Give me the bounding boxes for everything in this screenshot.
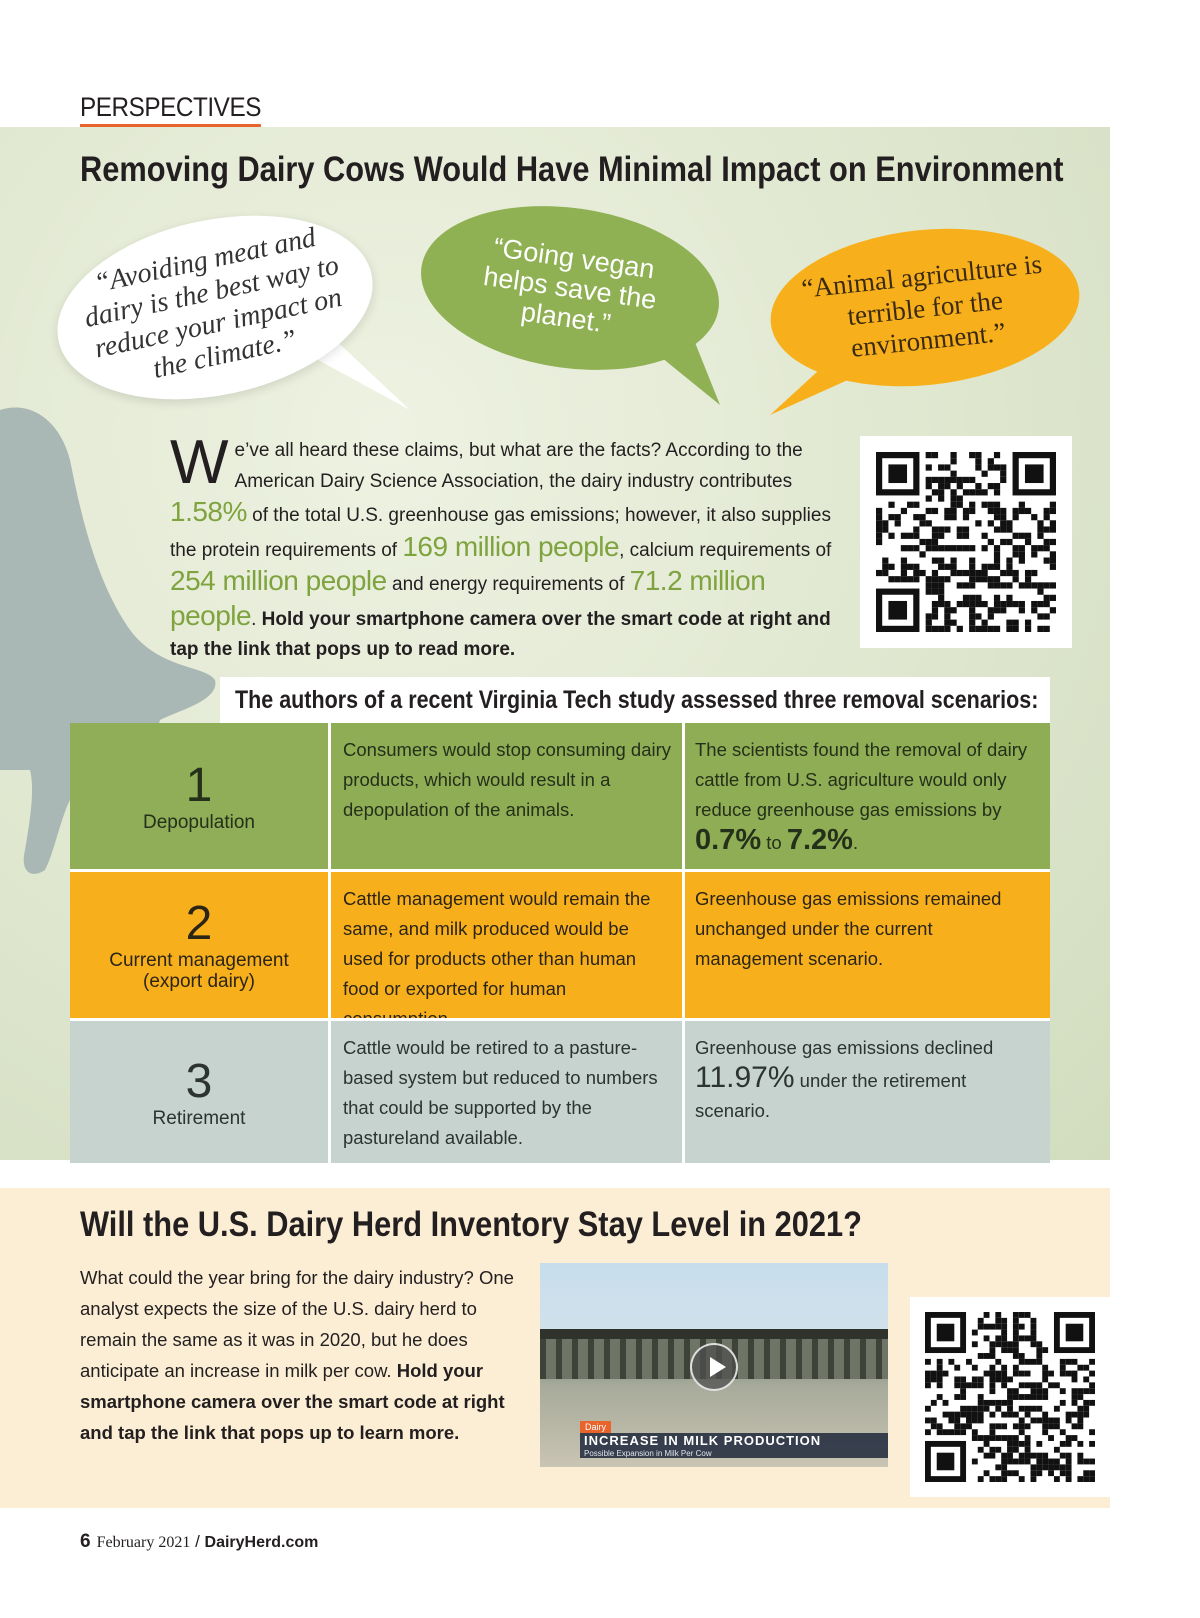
scenario-label-sub: (export dairy) bbox=[143, 971, 255, 992]
stat-protein: 169 million people bbox=[402, 530, 620, 562]
intro-text: e’ve all heard these claims, but what are the facts? According to the American Dairy Science Association, the dairy industry contributes bbox=[234, 440, 803, 492]
stat-calcium: 254 million people bbox=[170, 565, 387, 596]
stat-emissions: 1.58% bbox=[170, 496, 247, 527]
scenario-label-cell bbox=[70, 1021, 328, 1163]
scenario-label: Depopulation bbox=[143, 811, 255, 833]
sidebar-article-body bbox=[80, 1262, 520, 1448]
video-lower-third bbox=[580, 1421, 880, 1458]
scenario-finding bbox=[682, 723, 1050, 869]
page-number: 6 bbox=[80, 1531, 91, 1552]
intro-paragraph bbox=[170, 428, 850, 666]
stat-decline: 11.97% bbox=[695, 1061, 795, 1094]
scenario-row-1 bbox=[70, 723, 1050, 869]
scenario-description: Consumers would stop consuming dairy products, which would result in a depopulation of the animals. bbox=[328, 723, 682, 869]
finding-text: Greenhouse gas emissions declined bbox=[695, 1037, 994, 1058]
scenario-finding bbox=[682, 1021, 1050, 1163]
section-kicker: PERSPECTIVES bbox=[80, 92, 261, 127]
stat-low: 0.7% bbox=[695, 824, 762, 856]
video-thumbnail[interactable] bbox=[540, 1263, 888, 1467]
scenario-description: Cattle management would remain the same, and milk produced would be used for products other than human food or exported for human bbox=[328, 872, 682, 1018]
drop-cap: W bbox=[170, 428, 229, 497]
qr-code-icon[interactable] bbox=[876, 452, 1056, 632]
footer-separator: / bbox=[190, 1532, 205, 1551]
stat-high: 7.2% bbox=[786, 824, 853, 856]
scenario-row-2 bbox=[70, 872, 1050, 1018]
issue-date: February 2021 bbox=[96, 1534, 191, 1551]
video-subhead: Possible Expansion in Milk Per Cow bbox=[580, 1449, 888, 1458]
finding-text: to bbox=[761, 832, 787, 853]
scenario-finding: Greenhouse gas emissions remained unchanged under the current management scenario. bbox=[682, 872, 1050, 1018]
scenario-row-3 bbox=[70, 1021, 1050, 1163]
site-name: DairyHerd.com bbox=[204, 1534, 319, 1551]
scenario-number: 1 bbox=[185, 758, 213, 812]
quote-text: “Animal agriculture is terrible for the environment.” bbox=[800, 248, 1044, 363]
table-heading bbox=[220, 677, 1050, 723]
body-cta: Hold your smartphone camera over the smart code at right and tap the link that pops up to learn more. bbox=[80, 1360, 505, 1443]
finding-text: . bbox=[852, 832, 859, 853]
intro-text: and energy requirements of bbox=[386, 574, 630, 595]
finding-text: The scientists found the removal of dairy cattle from U.S. agriculture would only reduce greenhouse gas emissions by bbox=[695, 739, 1028, 820]
quote-text: “Going vegan helps save the planet.” bbox=[481, 232, 659, 339]
intro-cta: Hold your smartphone camera over the smart code at right and tap the link that pops up to read more. bbox=[170, 608, 831, 660]
quote-text: “Avoiding meat and dairy is the best way to reduce your impact on the climate.” bbox=[81, 221, 345, 385]
article-title: Removing Dairy Cows Would Have Minimal Impact on Environment bbox=[80, 150, 1064, 189]
scenario-label: Current management bbox=[109, 950, 289, 971]
body-text: What could the year bring for the dairy industry? One analyst expects the size of the U.S. dairy herd to remain the same as it was in 2020, but he does anticipate an increase in milk per cow. bbox=[80, 1267, 514, 1381]
finding-text: under the retirement scenario. bbox=[695, 1070, 967, 1121]
page-footer bbox=[80, 1531, 318, 1553]
scenario-description: Cattle would be retired to a pasture-based system but reduced to numbers that could be supported by the pastureland available. bbox=[328, 1021, 682, 1163]
qr-code-icon[interactable] bbox=[925, 1312, 1095, 1482]
play-icon[interactable] bbox=[690, 1343, 738, 1391]
scenario-label-cell bbox=[70, 723, 328, 869]
video-headline: INCREASE IN MILK PRODUCTION bbox=[580, 1433, 888, 1449]
stat-energy: 71.2 million people bbox=[170, 565, 766, 631]
sidebar-article-title: Will the U.S. Dairy Herd Inventory Stay Level in 2021? bbox=[80, 1205, 862, 1244]
scenario-number: 3 bbox=[185, 1054, 213, 1108]
table-heading-text: The authors of a recent Virginia Tech study assessed three removal scenarios: bbox=[235, 685, 1039, 714]
scenario-number: 2 bbox=[185, 897, 213, 950]
video-tag: Dairy bbox=[580, 1421, 611, 1433]
intro-text: , calcium requirements of bbox=[619, 539, 832, 561]
scenario-label: Retirement bbox=[152, 1107, 246, 1129]
intro-text: . bbox=[251, 608, 262, 630]
intro-text: of the total U.S. greenhouse gas emissions; however, it also supplies the protein requirements of bbox=[170, 505, 831, 561]
scenario-label-cell bbox=[70, 872, 328, 1018]
